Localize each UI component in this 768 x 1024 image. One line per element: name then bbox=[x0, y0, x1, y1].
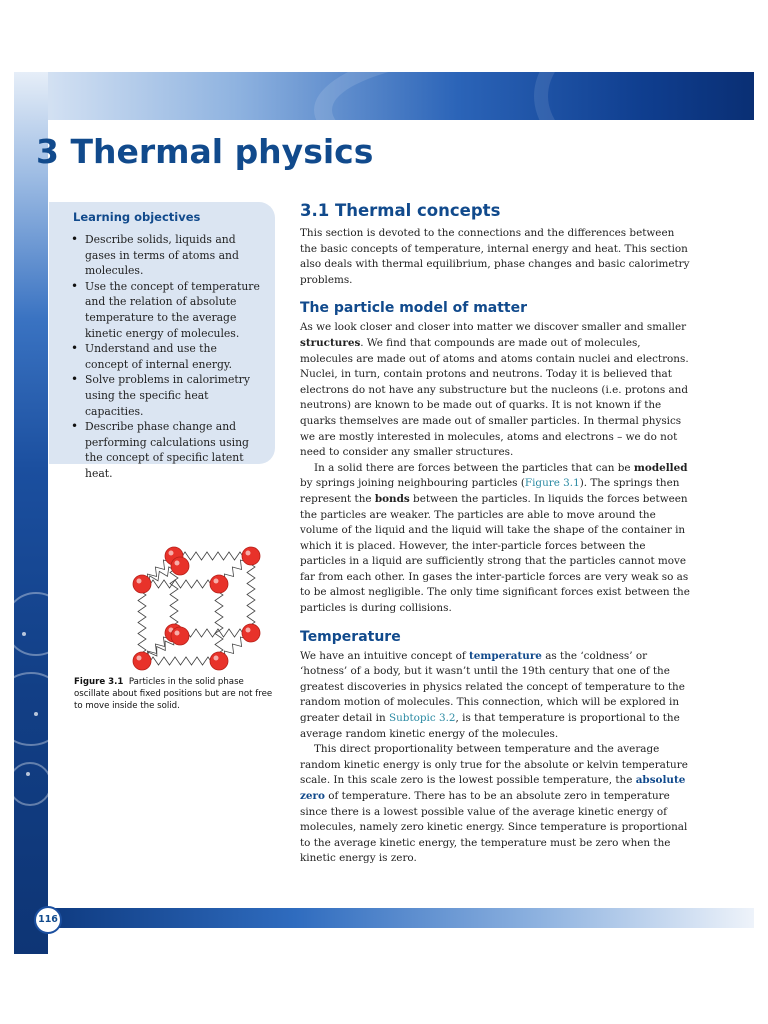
particle-highlight bbox=[214, 579, 219, 584]
bold-term: modelled bbox=[633, 461, 688, 474]
section-title: 3.1 Thermal concepts bbox=[300, 201, 501, 220]
temperature-paragraph-1 bbox=[300, 649, 692, 743]
star-dot bbox=[26, 772, 30, 776]
particle bbox=[242, 624, 260, 642]
particle-model-paragraph-2 bbox=[300, 461, 692, 617]
footer-bar bbox=[48, 908, 754, 928]
particle bbox=[133, 652, 151, 670]
objective-item: • Solve problems in calorimetry using the specific heat capacities. bbox=[71, 372, 261, 419]
particle-model-paragraph-1 bbox=[300, 320, 692, 460]
top-banner bbox=[14, 72, 754, 120]
text-run: ). The springs then represent the bbox=[300, 477, 680, 505]
key-term: absolute zero bbox=[300, 774, 686, 802]
particle-lattice-diagram bbox=[94, 506, 284, 676]
objective-item: • Describe phase change and performing calculations using the concept of specific latent heat. bbox=[71, 419, 261, 481]
particle-highlight bbox=[214, 656, 219, 661]
particle-highlight bbox=[175, 631, 180, 636]
spring-bond bbox=[142, 580, 219, 588]
particle bbox=[210, 575, 228, 593]
page-number: 116 bbox=[34, 906, 62, 934]
key-term: temperature bbox=[468, 649, 542, 662]
left-decorative-band bbox=[14, 72, 48, 954]
particle-highlight bbox=[175, 561, 180, 566]
objective-item: • Describe solids, liquids and gases in terms of atoms and molecules. bbox=[71, 232, 261, 279]
textbook-page bbox=[14, 72, 754, 954]
main-text-column bbox=[300, 200, 692, 867]
section-intro: This section is devoted to the connections and the differences between the basic concepts of temperature, internal energy and heat. This section also deals with thermal equilibrium, phase changes and basic calorimetry problems. bbox=[300, 227, 690, 286]
spring-bond bbox=[138, 584, 146, 661]
text-run: of temperature. There has to be an absolute zero in temperature since there is a lowest possible value of the average kinetic energy of molecules, namely zero kinetic energy. Since temperature is proportional to the average kinetic energy, the temperature must be zero when the kinetic energy is zero. bbox=[300, 790, 688, 865]
objective-item: • Use the concept of temperature and the relation of absolute temperature to the average kinetic energy of molecules. bbox=[71, 279, 261, 341]
figure-3-1-lattice bbox=[94, 506, 284, 676]
text-run: between the particles. In liquids the forces between the particles are weaker. The particles are able to move around the volume of the liquid and the liquid will take the shape of the container in which it is placed. However, the inter-particle forces between the particles in a liquid are sufficiently strong that the particles cannot move far from each other. In gases the inter-particle forces are very weak so as to be almost negligible. The only time significant forces exist between the particles is during collisions. bbox=[300, 492, 690, 615]
bold-term: structures bbox=[300, 336, 361, 349]
particle-highlight bbox=[137, 656, 142, 661]
figure-caption bbox=[74, 676, 279, 712]
particle-highlight bbox=[246, 628, 251, 633]
text-run: by springs joining neighbouring particles ( bbox=[300, 477, 525, 490]
objectives-list bbox=[71, 232, 261, 482]
learning-objectives-panel bbox=[49, 202, 275, 480]
particle bbox=[242, 547, 260, 565]
text-run: , is that temperature is proportional to the average random kinetic energy of the molecules. bbox=[300, 712, 680, 740]
particle-highlight bbox=[169, 551, 174, 556]
chapter-title: 3 Thermal physics bbox=[36, 132, 374, 171]
objectives-title: Learning objectives bbox=[73, 210, 201, 224]
text-run: as the ‘coldness’ or ‘hotness’ of a body, but it wasn’t until the 19th century that one of the greatest discoveries in physics related the concept of temperature to the random motion of molecules. This connection, which will be explored in greater detail in bbox=[300, 649, 685, 725]
spring-bond bbox=[142, 657, 219, 665]
objective-item: • Understand and use the concept of internal energy. bbox=[71, 341, 261, 372]
figure-reference-link[interactable]: Figure 3.1 bbox=[524, 477, 580, 490]
text-run: . We find that compounds are made out of molecules, molecules are made out of atoms and atoms contain nuclei and electrons. Nuclei, in turn, contain protons and neutrons. Today it is believed that electrons do not have any substructure but the nucleons (i.e. protons and neutrons) are known to be made out of quarks. It is not known if the quarks themselves are made out of smaller particles. In thermal physics we are mostly interested in molecules, atoms and electrons – we do not need to consider any smaller structures. bbox=[300, 336, 689, 459]
particle-highlight bbox=[137, 579, 142, 584]
particle-highlight bbox=[246, 551, 251, 556]
star-dot bbox=[22, 632, 26, 636]
figure-label: Figure 3.1 bbox=[74, 677, 124, 687]
star-dot bbox=[34, 712, 38, 716]
bold-term: bonds bbox=[374, 492, 410, 505]
temperature-heading: Temperature bbox=[300, 628, 401, 645]
temperature-paragraph-2 bbox=[300, 742, 692, 867]
figure-caption-text: Particles in the solid phase oscillate about fixed positions but are not free to move inside the solid. bbox=[74, 677, 273, 711]
text-run: We have an intuitive concept of bbox=[300, 649, 469, 662]
particle bbox=[171, 557, 189, 575]
text-run: In a solid there are forces between the particles that can be bbox=[314, 461, 634, 474]
particle bbox=[171, 627, 189, 645]
text-run: As we look closer and closer into matter we discover smaller and smaller bbox=[300, 321, 687, 334]
spring-bond bbox=[215, 584, 223, 661]
particle bbox=[210, 652, 228, 670]
particle bbox=[133, 575, 151, 593]
swirl-decoration bbox=[14, 762, 52, 806]
spring-bond bbox=[247, 556, 255, 633]
text-run: This direct proportionality between temperature and the average random kinetic energy is only true for the absolute or kelvin temperature scale. In this scale zero is the lowest possible temperature, the bbox=[300, 743, 688, 787]
subtopic-reference-link[interactable]: Subtopic 3.2 bbox=[389, 712, 456, 725]
particle-model-heading: The particle model of matter bbox=[300, 300, 528, 317]
